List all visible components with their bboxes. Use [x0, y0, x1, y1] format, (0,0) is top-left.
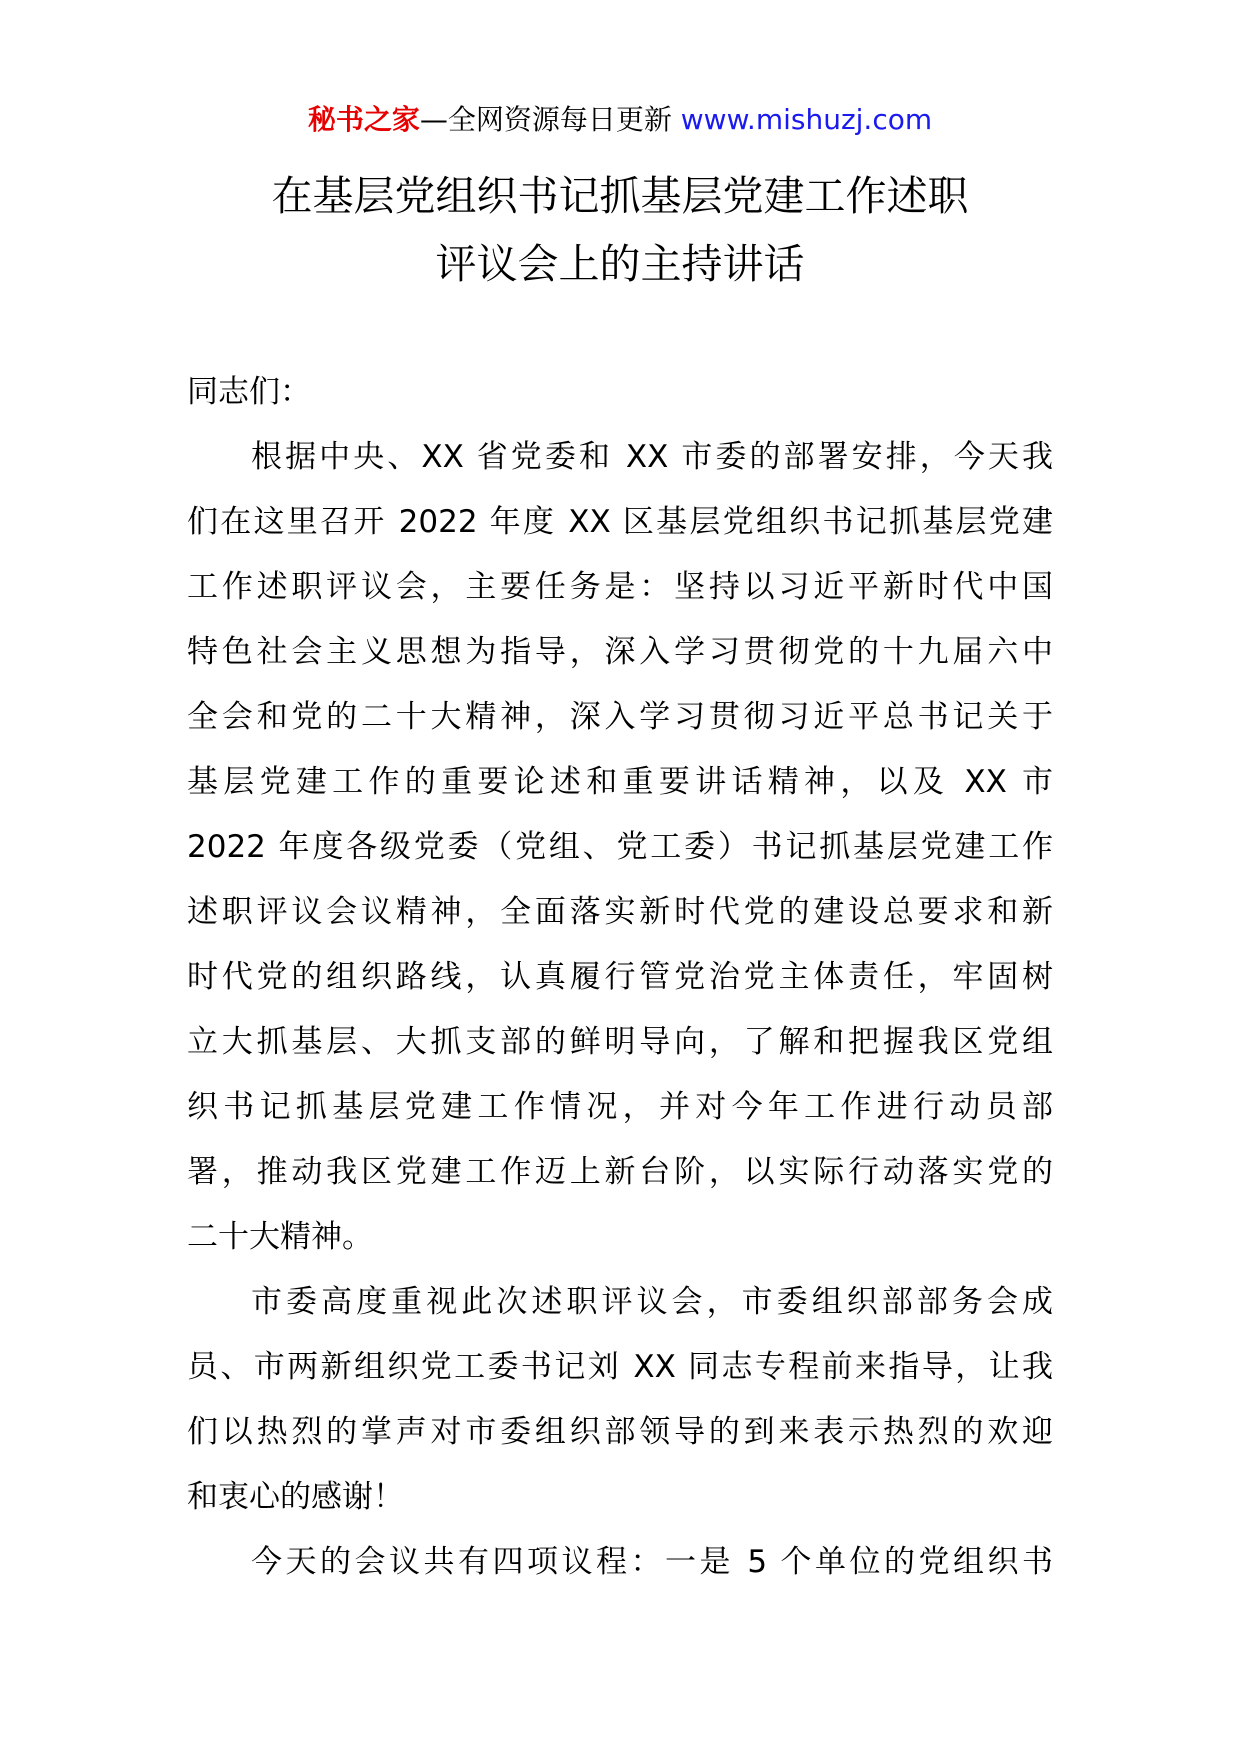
banner-tagline: —全网资源每日更新: [419, 103, 681, 136]
document-title: [0, 162, 1240, 298]
brand-name: 秘书之家: [307, 103, 420, 136]
paragraph-line: 们以热烈的掌声对市委组织部领导的到来表示热烈的欢迎: [187, 1414, 1053, 1450]
paragraph-line: 立大抓基层、大抓支部的鲜明导向，了解和把握我区党组: [187, 1024, 1053, 1060]
paragraph-line: 特色社会主义思想为指导，深入学习贯彻党的十九届六中: [187, 634, 1053, 670]
paragraph-3: [187, 1530, 1053, 1595]
site-banner: [0, 100, 1240, 140]
paragraph-line: 基层党建工作的重要论述和重要讲话精神，以及 XX 市: [187, 764, 1053, 800]
paragraph-line: 述职评议会议精神，全面落实新时代党的建设总要求和新: [187, 894, 1053, 930]
title-line-2: 评议会上的主持讲话: [435, 240, 805, 288]
paragraph-line: 根据中央、XX 省党委和 XX 市委的部署安排，今天我: [251, 439, 1053, 475]
paragraph-line: 二十大精神。: [187, 1219, 373, 1255]
paragraph-line: 2022 年度各级党委（党组、党工委）书记抓基层党建工作: [187, 829, 1053, 865]
document-body: [187, 360, 1053, 1595]
salutation: 同志们：: [187, 374, 311, 410]
paragraph-line: 时代党的组织路线，认真履行管党治党主体责任，牢固树: [187, 959, 1053, 995]
paragraph-line: 织书记抓基层党建工作情况，并对今年工作进行动员部: [187, 1089, 1053, 1125]
paragraph-1: [187, 425, 1053, 1270]
site-url-link[interactable]: www.mishuzj.com: [680, 103, 933, 136]
title-line-1: 在基层党组织书记抓基层党建工作述职: [271, 172, 969, 220]
paragraph-line: 署，推动我区党建工作迈上新台阶，以实际行动落实党的: [187, 1154, 1053, 1190]
paragraph-line: 们在这里召开 2022 年度 XX 区基层党组织书记抓基层党建: [187, 504, 1053, 540]
paragraph-line: 员、市两新组织党工委书记刘 XX 同志专程前来指导，让我: [187, 1349, 1053, 1385]
paragraph-line: 全会和党的二十大精神，深入学习贯彻习近平总书记关于: [187, 699, 1053, 735]
paragraph-line: 工作述职评议会，主要任务是：坚持以习近平新时代中国: [187, 569, 1053, 605]
paragraph-line: 市委高度重视此次述职评议会，市委组织部部务会成: [251, 1284, 1053, 1320]
paragraph-2: [187, 1270, 1053, 1530]
paragraph-line: 今天的会议共有四项议程：一是 5 个单位的党组织书: [251, 1544, 1053, 1580]
paragraph-line: 和衷心的感谢！: [187, 1479, 404, 1515]
